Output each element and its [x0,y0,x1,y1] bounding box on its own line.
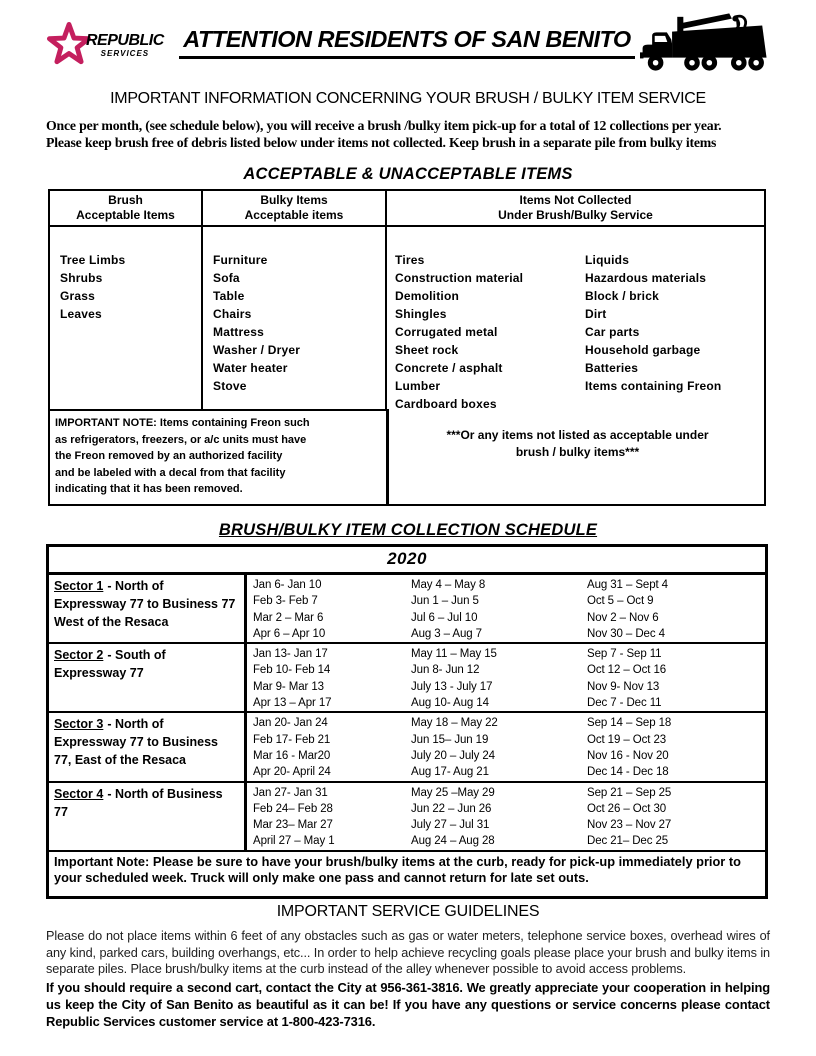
grapple-truck-icon [640,12,770,78]
item-line: Tree Limbs [60,253,126,267]
item-line: Shrubs [60,271,103,285]
date-range: Nov 2 – Nov 6 [587,611,659,624]
date-range: Jul 6 – Jul 10 [411,611,478,624]
subtitle: IMPORTANT INFORMATION CONCERNING YOUR BRUSH / BULKY ITEM SERVICE [110,90,706,107]
header-line: Items Not Collected [519,193,632,207]
sector-name: Sector 1 [54,578,104,593]
sector-desc: - North of Expressway 77 to Business 77, East of the Resaca [54,717,218,768]
items-section-title: ACCEPTABLE & UNACCEPTABLE ITEMS [243,165,573,183]
schedule-year: 2020 [49,547,765,575]
not-collected-footnote [395,427,760,461]
guidelines-title: IMPORTANT SERVICE GUIDELINES [276,902,540,920]
item-line: Furniture [213,253,268,267]
item-line: Liquids [585,253,630,267]
date-range: Sep 14 – Sep 18 [587,717,672,730]
date-range: Jun 8- Jun 12 [411,664,480,677]
date-range: Oct 26 – Oct 30 [587,802,667,815]
header-line: Brush [108,193,143,207]
sector-name: Sector 3 [54,717,104,732]
date-range: Mar 23– Mar 27 [253,819,333,832]
item-line: Shingles [395,307,447,321]
sector-2-dates [247,644,765,711]
header-line: Bulky Items [260,193,328,207]
sector-2-row [49,644,765,713]
date-range: Feb 24– Feb 28 [253,802,333,815]
republic-services-logo [46,22,174,68]
date-range: Dec 21– Dec 25 [587,835,669,848]
header-line: Acceptable Items [76,207,175,222]
date-range: Feb 3- Feb 7 [253,595,318,608]
date-range: Apr 13 – Apr 17 [253,697,332,710]
date-range: Jun 22 – Jun 26 [411,802,492,815]
item-line: Table [213,289,245,303]
schedule-table [46,544,768,899]
title-block [174,16,640,59]
sector-name: Sector 2 [54,648,104,663]
date-range: May 11 – May 15 [411,648,497,661]
date-range: Mar 16 - Mar20 [253,749,331,762]
brush-column-header [50,191,203,227]
brand-subtitle: SERVICES [100,48,150,58]
bulky-column-header [203,191,387,227]
date-range: Oct 5 – Oct 9 [587,595,654,608]
schedule-section-title: BRUSH/BULKY ITEM COLLECTION SCHEDULE [218,520,598,539]
date-range: May 18 – May 22 [411,717,498,730]
not-collected-list-left [395,251,585,413]
note-line: IMPORTANT NOTE: Items containing Freon such [55,417,310,429]
item-line: Dirt [585,307,607,321]
date-range: Apr 6 – Apr 10 [253,627,326,640]
not-collected-columns [395,251,760,413]
item-line: Concrete / asphalt [395,361,503,375]
sector-name: Sector 4 [54,786,104,801]
logo-text [86,33,164,58]
bulky-items-list [203,227,387,409]
date-range: Jan 13- Jan 17 [253,648,328,661]
note-line: and be labeled with a decal from that facility [55,466,286,479]
sector-1-label [49,575,247,642]
item-line: Water heater [213,361,288,375]
guidelines-paragraph-1: Please do not place items within 6 feet of any obstacles such as gas or water meters, telephone service boxes, overhead wires of any kind, parked cars, building overhangs, etc... In order to help achieve recycling goals please place your brush and bulky items in separate piles. Place brush/bulky items at the curb instead of the alley whenever possible to avoid access problems. [46,928,770,977]
sector-3-row [49,713,765,782]
date-range: Apr 20- April 24 [253,766,331,779]
date-range: May 4 – May 8 [411,578,486,591]
item-line: Lumber [395,379,441,393]
item-line: Mattress [213,325,264,339]
note-line: the Freon removed by an authorized facility [55,450,283,463]
date-range: Oct 19 – Oct 23 [587,733,667,746]
footnote-line: brush / bulky items*** [515,445,640,459]
date-range: Aug 31 – Sept 4 [587,578,668,591]
date-range: Sep 21 – Sep 25 [587,786,672,799]
item-line: Car parts [585,325,640,339]
header [46,16,770,88]
sector-4-label [49,783,247,850]
date-range: Dec 7 - Dec 11 [587,697,662,710]
date-range: July 13 - July 17 [411,680,493,693]
date-range: Jan 27- Jan 31 [253,786,328,799]
header-line: Under Brush/Bulky Service [498,207,653,222]
freon-important-note [50,409,389,504]
item-line: Sheet rock [395,343,459,357]
page-title: ATTENTION RESIDENTS OF SAN BENITO [179,26,634,59]
not-collected-cell [387,227,764,504]
date-range: Jan 20- Jan 24 [253,717,328,730]
date-range: Sep 7 - Sep 11 [587,648,662,661]
sector-2-label [49,644,247,711]
date-range: Nov 9- Nov 13 [587,680,660,693]
item-line: Batteries [585,361,639,375]
sector-3-dates [247,713,765,780]
date-range: Jan 6- Jan 10 [253,578,322,591]
date-range: Mar 9- Mar 13 [253,680,324,693]
date-range: Jun 15– Jun 19 [411,733,489,746]
date-range: Oct 12 – Oct 16 [587,664,667,677]
item-line: Washer / Dryer [213,343,301,357]
sector-desc: - South of Expressway 77 [54,648,166,681]
sector-desc: - North of Expressway 77 to Business 77 West of the Resaca [54,578,236,629]
guidelines-paragraph-2: If you should require a second cart, contact the City at 956-361-3816. We greatly appreciate your cooperation in helping us keep the City of San Benito as beautiful as it can be! If you have any questions or service concerns please contact Republic Services customer service at 1-800-423-7316. [46,980,770,1030]
date-range: Aug 3 – Aug 7 [411,627,482,640]
sector-1-row [49,575,765,644]
date-range: Dec 14 - Dec 18 [587,766,669,779]
item-line: Items containing Freon [585,379,722,393]
date-range: July 20 – July 24 [411,749,495,762]
sector-3-label [49,713,247,780]
items-table [48,189,766,506]
date-range: Aug 24 – Aug 28 [411,835,495,848]
date-range: Feb 17- Feb 21 [253,733,331,746]
intro-text [46,118,770,151]
intro-line: Once per month, (see schedule below), you will receive a brush /bulky item pick-up for a total of 12 collections per year. [46,118,722,133]
item-line: Construction material [395,271,524,285]
date-range: Nov 30 – Dec 4 [587,627,665,640]
not-collected-column-header [387,191,764,227]
item-line: Corrugated metal [395,325,498,339]
sector-4-dates [247,783,765,850]
item-line: Sofa [213,271,240,285]
brand-name: REPUBLIC [86,31,164,49]
date-range: Aug 17- Aug 21 [411,766,489,779]
date-range: Jun 1 – Jun 5 [411,595,479,608]
sector-4-row [49,783,765,852]
note-line: as refrigerators, freezers, or a/c units must have [55,433,307,446]
date-range: Nov 16 - Nov 20 [587,749,669,762]
schedule-important-note: Important Note: Please be sure to have your brush/bulky items at the curb, ready for pick-up immediately prior to your scheduled week. Truck will only make one pass and cannot return for late set outs. [54,853,741,886]
date-range: July 27 – Jul 31 [411,819,490,832]
item-line: Block / brick [585,289,659,303]
date-range: April 27 – May 1 [253,835,335,848]
item-line: Hazardous materials [585,271,707,285]
brush-items-list [50,227,203,409]
header-line: Acceptable items [244,207,344,222]
item-line: Stove [213,379,247,393]
item-line: Chairs [213,307,252,321]
item-line: Demolition [395,289,459,303]
date-range: Mar 2 – Mar 6 [253,611,324,624]
item-line: Leaves [60,307,102,321]
item-line: Tires [395,253,425,267]
date-range: May 25 –May 29 [411,786,495,799]
item-line: Grass [60,289,96,303]
note-line: indicating that it has been removed. [55,483,243,496]
date-range: Aug 10- Aug 14 [411,697,489,710]
date-range: Feb 10- Feb 14 [253,664,331,677]
footnote-line: ***Or any items not listed as acceptable under [446,428,709,442]
sector-1-dates [247,575,765,642]
intro-line: Please keep brush free of debris listed below under items not collected. Keep brush in a separate pile from bulky items [46,134,717,150]
item-line: Cardboard boxes [395,397,497,411]
item-line: Household garbage [585,343,701,357]
sector-desc: - North of Business 77 [54,786,223,819]
date-range: Nov 23 – Nov 27 [587,819,672,832]
not-collected-list-right [585,251,760,413]
